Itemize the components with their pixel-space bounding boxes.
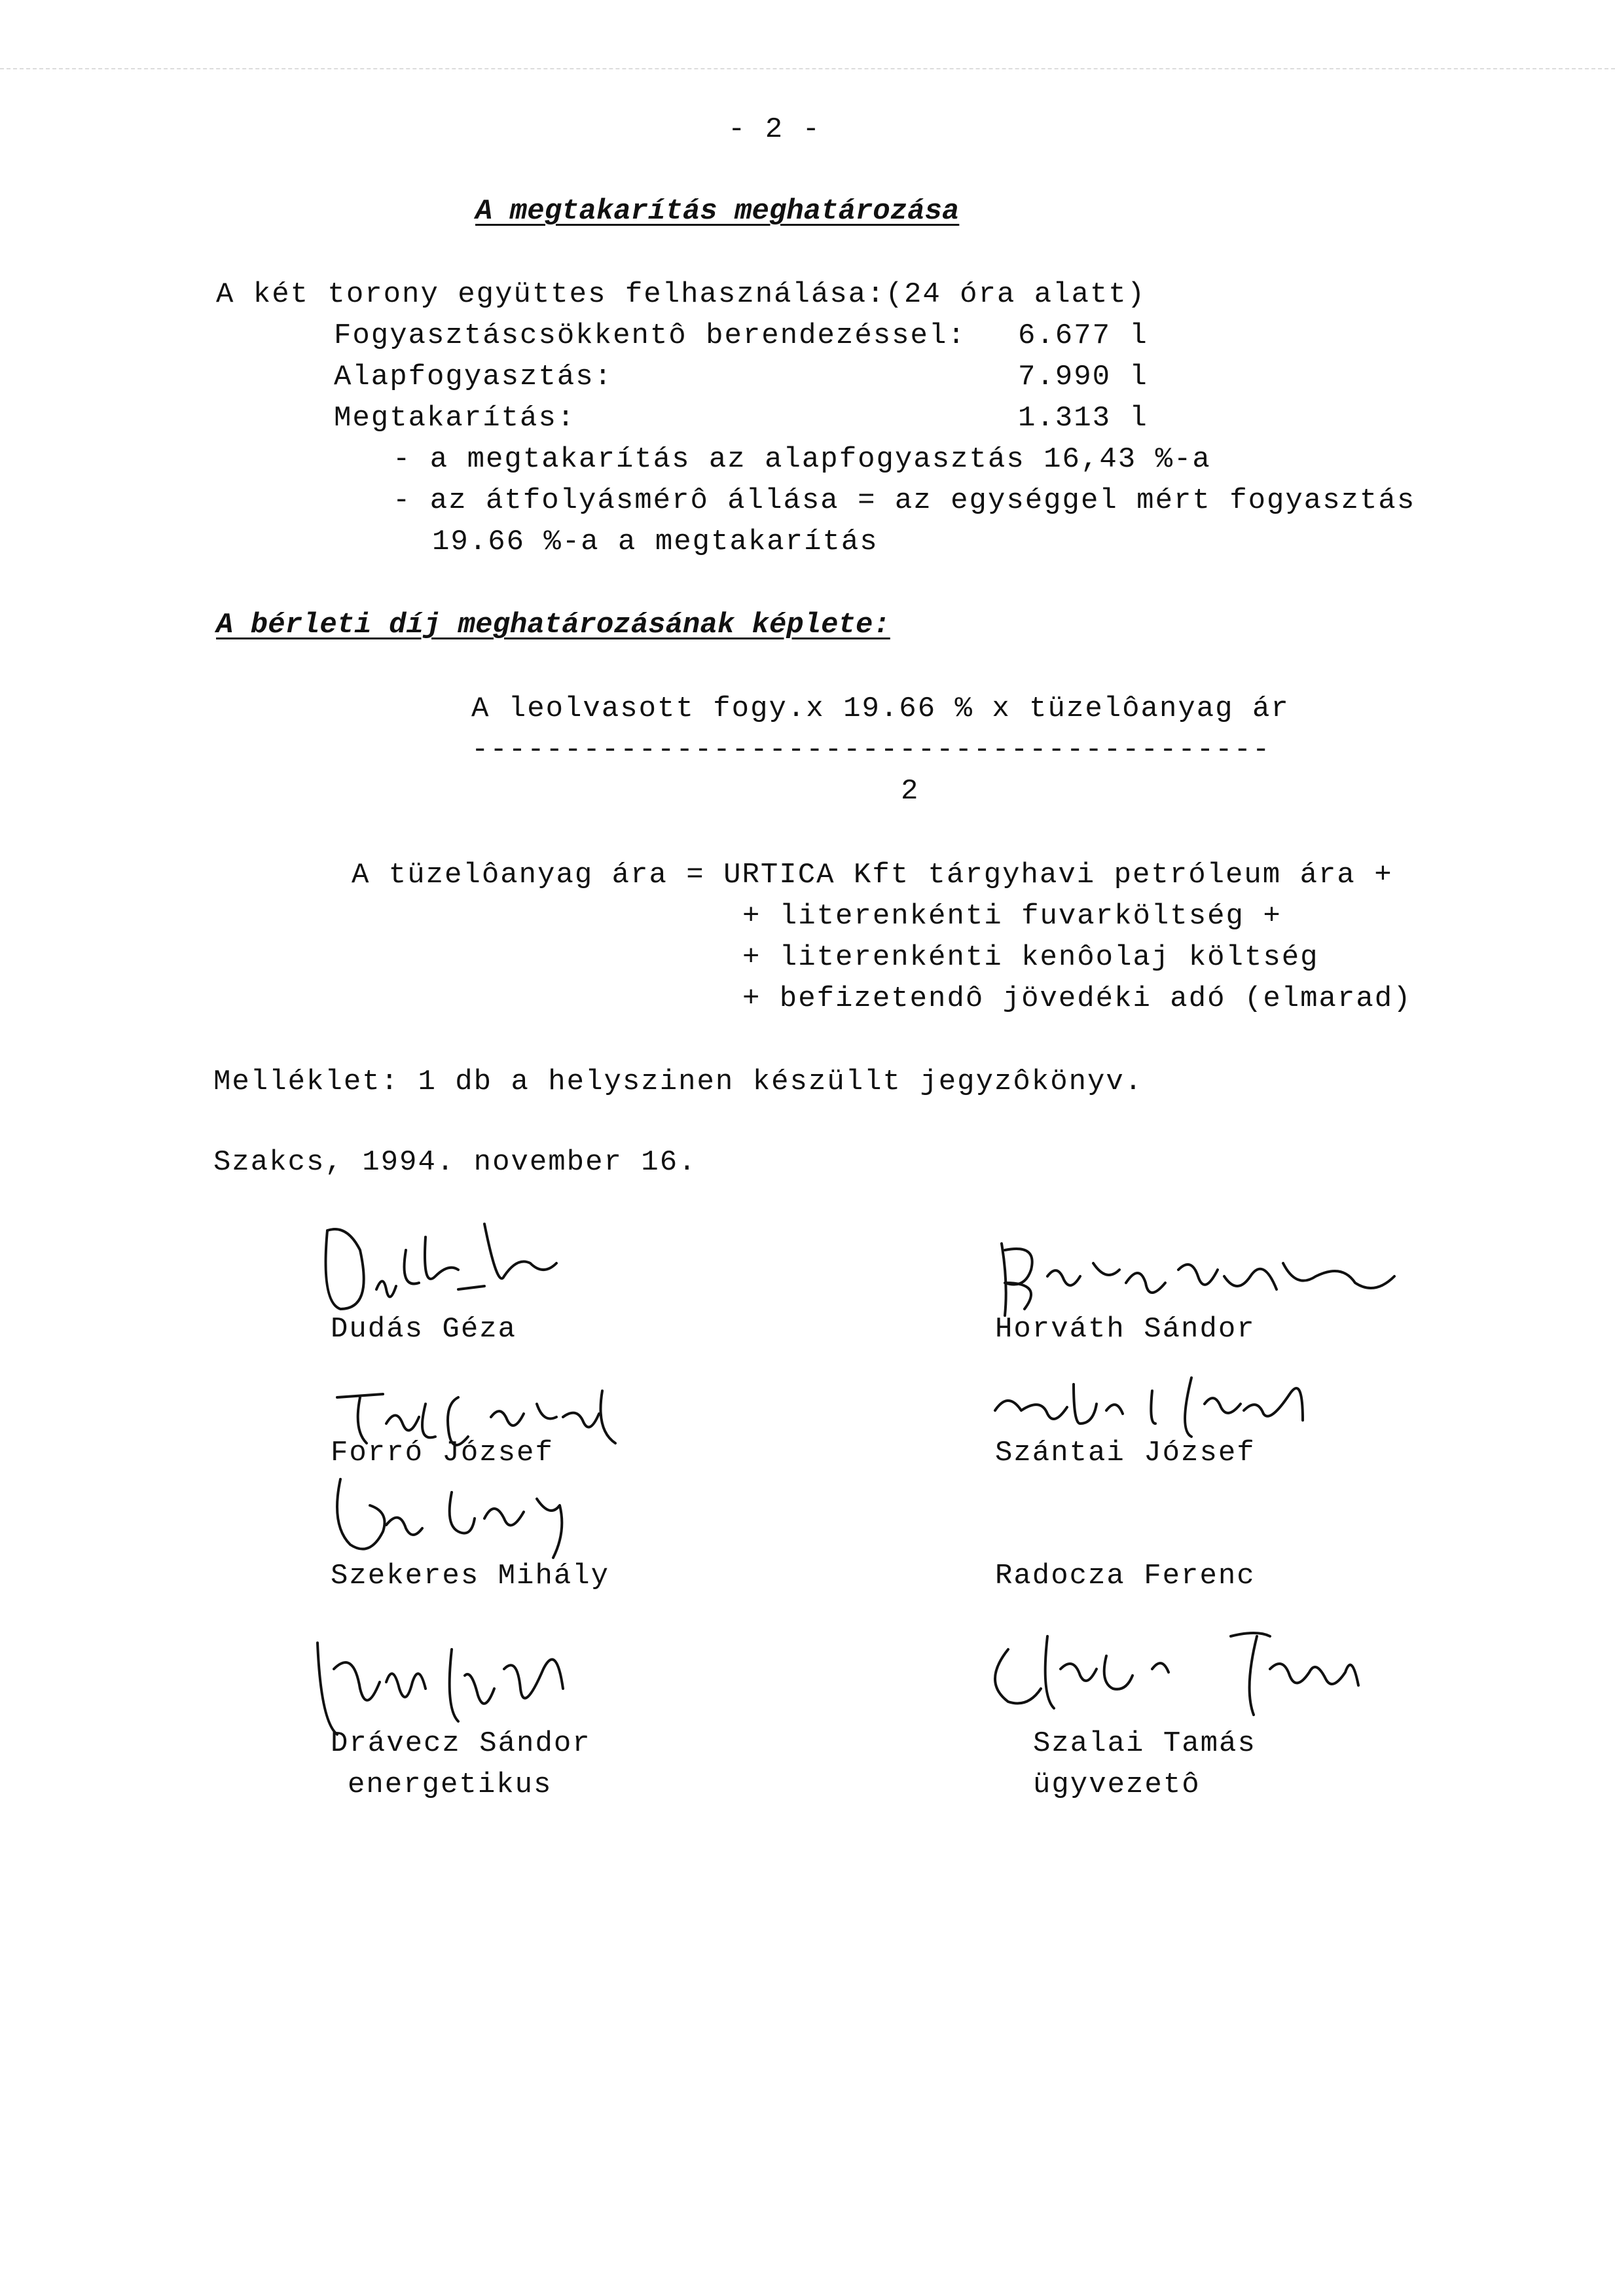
signature-szantai xyxy=(982,1365,1349,1443)
signature-szekeres xyxy=(327,1466,602,1564)
heading-rental-fee: A bérleti díj meghatározásának képlete: xyxy=(216,609,890,641)
formula-numerator: A leolvasott fogy.x 19.66 % x tüzelôanyag ár xyxy=(471,692,1290,725)
price-line-4: + befizetendô jövedéki adó (elmarad) xyxy=(742,982,1412,1015)
bullet-meter-line2: 19.66 %-a a megtakarítás xyxy=(432,526,879,558)
name-szalai: Szalai Tamás xyxy=(1033,1727,1256,1760)
row-label-base: Alapfogyasztás: xyxy=(334,361,613,393)
bullet-meter-line1: - az átfolyásmérô állása = az egységgel mért fogyasztás xyxy=(393,484,1416,517)
role-szalai: ügyvezetô xyxy=(1033,1768,1201,1801)
row-label-savings: Megtakarítás: xyxy=(334,402,576,435)
name-dudas: Dudás Géza xyxy=(331,1313,517,1346)
scan-edge-line xyxy=(0,68,1615,69)
attachment-note: Melléklet: 1 db a helyszinen készüllt jegyzôkönyv. xyxy=(213,1066,1144,1098)
bullet-savings-percent: - a megtakarítás az alapfogyasztás 16,43 %-a xyxy=(393,443,1211,476)
signature-szalai xyxy=(982,1623,1388,1734)
name-dravecz: Drávecz Sándor xyxy=(331,1727,591,1760)
name-szekeres: Szekeres Mihály xyxy=(331,1560,610,1592)
heading-savings: A megtakarítás meghatározása xyxy=(475,195,960,228)
name-forro: Forró József xyxy=(331,1437,554,1469)
page-number: - 2 - xyxy=(728,113,822,146)
name-radocza: Radocza Ferenc xyxy=(995,1560,1256,1592)
row-value-base: 7.990 l xyxy=(1018,361,1148,393)
role-dravecz: energetikus xyxy=(348,1768,553,1801)
row-value-reduced: 6.677 l xyxy=(1018,319,1148,352)
name-szantai: Szántai József xyxy=(995,1437,1256,1469)
row-label-reduced: Fogyasztáscsökkentô berendezéssel: xyxy=(334,319,966,352)
price-line-2: + literenkénti fuvarköltség + xyxy=(742,900,1282,933)
signature-dudas xyxy=(314,1211,589,1322)
price-line-3: + literenkénti kenôolaj költség xyxy=(742,941,1319,974)
row-value-savings: 1.313 l xyxy=(1018,402,1148,435)
place-date: Szakcs, 1994. november 16. xyxy=(213,1146,697,1179)
formula-denominator: 2 xyxy=(901,775,920,808)
name-horvath: Horváth Sándor xyxy=(995,1313,1256,1346)
formula-fraction-line: ------------------------------------------- xyxy=(471,734,1271,766)
price-line-1: A tüzelôanyag ára = URTICA Kft tárgyhavi petróleum ára + xyxy=(352,859,1393,891)
intro-line: A két torony együttes felhasználása:(24 óra alatt) xyxy=(216,278,1146,311)
